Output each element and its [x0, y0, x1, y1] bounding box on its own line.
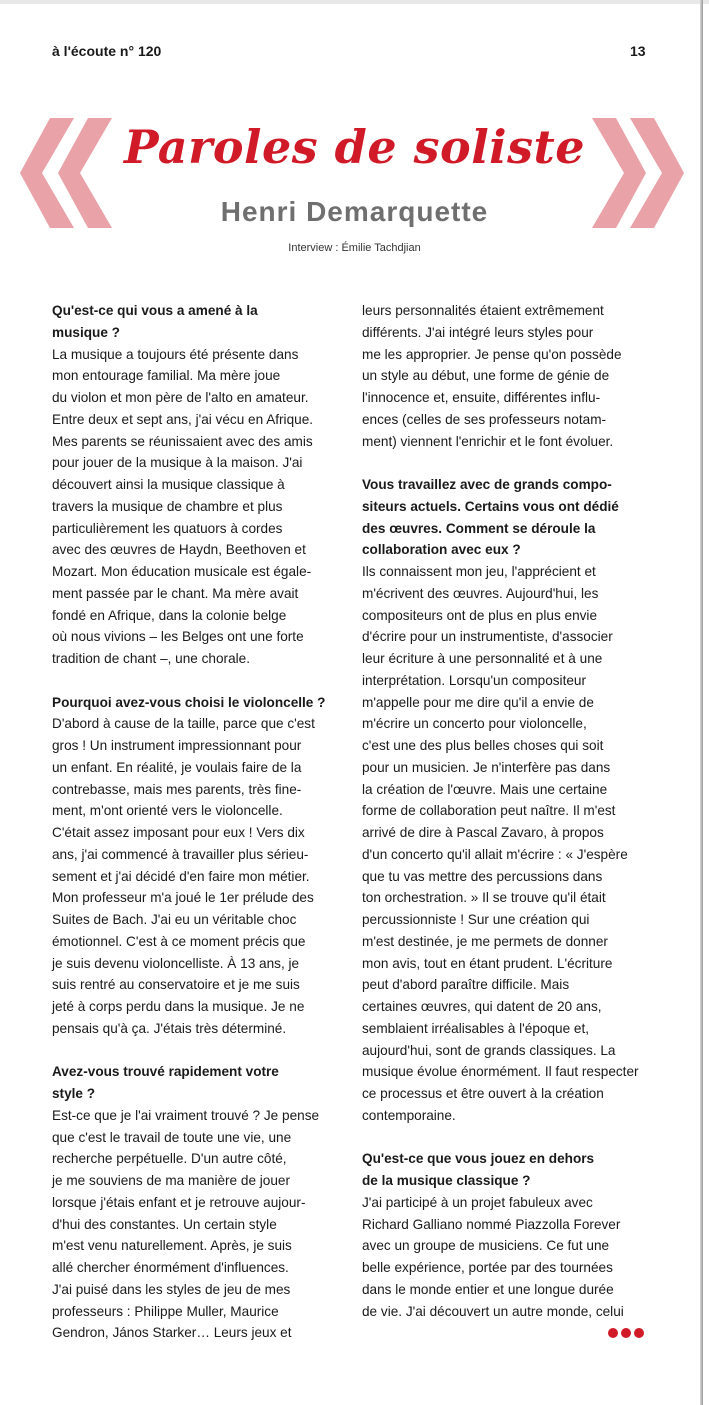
answer-line: m'écrire un concerto pour violoncelle, — [362, 716, 587, 732]
right-column — [362, 300, 652, 1322]
answer-line: Mozart. Mon éducation musicale est égale- — [52, 564, 312, 579]
answer-line: forme de collaboration peut naître. Il m'est — [362, 803, 616, 819]
answer-line: Richard Galliano nommé Piazzolla Forever — [362, 1216, 621, 1232]
answer-line: Suites de Bach. J'ai eu un véritable choc — [52, 912, 297, 927]
answer-line: m'appelle pour me dire qu'il a envie de — [362, 694, 594, 710]
continue-dots-icon — [608, 1325, 648, 1337]
article-title: Paroles de soliste — [123, 120, 586, 174]
answer-line: recherche perpétuelle. D'un autre côté, — [52, 1151, 287, 1167]
answer-line: sement et j'ai décidé d'en faire mon métier. — [52, 868, 310, 884]
answer-line: d'un concerto qu'il allait m'écrire : « J'espère — [362, 846, 628, 862]
answer-line: que tu vas mettre des percussions dans — [362, 868, 603, 884]
answer-line: avec un groupe de musiciens. Ce fut une — [362, 1238, 610, 1254]
answer-line: Mes parents se réunissaient avec des amis — [52, 433, 313, 449]
publication-header: à l'écoute n° 120 — [52, 43, 162, 59]
answer-line: peut d'abord paraître difficile. Mais — [362, 977, 570, 993]
answer-line: tradition de chant –, une chorale. — [52, 651, 250, 666]
article-subtitle: Henri Demarquette — [220, 196, 489, 227]
answer-line: d'écrire pour un instrumentiste, d'associer — [362, 629, 613, 645]
question-line: Qu'est-ce qui vous a amené à la — [52, 303, 258, 318]
answer-line: musique évolue énormément. Il faut respecter — [362, 1064, 639, 1080]
answer-line: m'est destinée, je me permets de donner — [362, 933, 608, 949]
answer-line: ans, j'ai commencé à travailler plus sérieu- — [52, 846, 309, 862]
dot-icon — [634, 1328, 644, 1338]
question-line: Pourquoi avez-vous choisi le violoncelle ? — [52, 694, 326, 710]
answer-line: je suis devenu violoncelliste. À 13 ans, je — [52, 955, 300, 971]
answer-line: où nous vivions – les Belges ont une forte — [52, 629, 304, 645]
question-line: collaboration avec eux ? — [362, 542, 521, 558]
answer-line: aujourd'hui, sont de grands classiques. La — [362, 1042, 616, 1058]
answer-line: dans le monde entier et une longue durée — [362, 1281, 614, 1297]
paragraph-gap — [362, 452, 652, 474]
answer-line: Entre deux et sept ans, j'ai vécu en Afrique. — [52, 411, 314, 427]
answer-line: pour un musicien. Je n'interfère pas dans — [362, 759, 611, 775]
answer-line: professeurs : Philippe Muller, Maurice — [52, 1303, 279, 1319]
answer-line: ment, m'ont orienté vers le violoncelle. — [52, 803, 283, 819]
answer-line: D'abord à cause de la taille, parce que c'est — [52, 716, 315, 732]
answer-line: que c'est le travail de toute une vie, une — [52, 1129, 292, 1145]
question-line: Avez-vous trouvé rapidement votre — [52, 1064, 279, 1080]
paragraph-gap — [52, 1040, 342, 1062]
answer-line: c'est une des plus belles choses qui soit — [362, 738, 604, 753]
answer-line: percussionniste ! Sur une création qui — [362, 912, 590, 927]
question-line: Vous travaillez avec de grands compo- — [362, 477, 612, 492]
answer-line: découvert ainsi la musique classique à — [52, 477, 285, 492]
left-column — [52, 300, 342, 1344]
answer-line: ment) viennent l'enrichir et le font évoluer. — [362, 433, 614, 449]
answer-line: Mon professeur m'a joué le 1er prélude des — [52, 890, 314, 906]
question-line: des œuvres. Comment se déroule la — [362, 520, 596, 536]
answer-line: du violon et mon père de l'alto en amateur. — [52, 390, 309, 405]
answer-line: ton orchestration. » Il se trouve qu'il était — [362, 890, 606, 906]
answer-line: lorsque j'étais enfant et je retrouve aujour- — [52, 1194, 306, 1210]
question-line: de la musique classique ? — [362, 1173, 531, 1188]
answer-line: contrebasse, mais mes parents, très fine- — [52, 781, 302, 797]
answer-line: d'hui des constantes. Un certain style — [52, 1216, 277, 1232]
question-line: style ? — [52, 1086, 96, 1101]
answer-line: de vie. J'ai découvert un autre monde, celui — [362, 1303, 624, 1319]
answer-line: jeté à corps perdu dans la musique. Je ne — [52, 999, 305, 1014]
page-number: 13 — [630, 43, 646, 59]
answer-line: allé chercher énormément d'influences. — [52, 1260, 289, 1275]
answer-line: un enfant. En réalité, je voulais faire de la — [52, 759, 302, 775]
answer-line: travers la musique de chambre et plus — [52, 498, 283, 514]
answer-line: compositeurs ont de plus en plus envie — [362, 607, 598, 623]
question-line: siteurs actuels. Certains vous ont dédié — [362, 498, 619, 514]
answer-line: interprétation. Lorsqu'un compositeur — [362, 672, 586, 688]
answer-line: belle expérience, portée par des tournées — [362, 1260, 613, 1275]
answer-line: Ils connaissent mon jeu, l'apprécient et — [362, 564, 596, 579]
answer-line: avec des œuvres de Haydn, Beethoven et — [52, 542, 306, 558]
answer-line: mon avis, tout en étant prudent. L'écriture — [362, 955, 613, 971]
answer-line: différents. J'ai intégré leurs styles pour — [362, 324, 594, 340]
answer-line: leur écriture à une personnalité et à une — [362, 651, 603, 666]
answer-line: m'écrivent des œuvres. Aujourd'hui, les — [362, 585, 599, 601]
answer-line: J'ai participé à un projet fabuleux avec — [362, 1194, 593, 1210]
answer-line: ences (celles de ses professeurs notam- — [362, 411, 607, 427]
question-line: Qu'est-ce que vous jouez en dehors — [362, 1151, 595, 1167]
answer-line: Est-ce que je l'ai vraiment trouvé ? Je pense — [52, 1107, 320, 1123]
answer-line: je me souviens de ma manière de jouer — [52, 1173, 291, 1188]
answer-line: pour jouer de la musique à la maison. J'ai — [52, 455, 303, 471]
answer-line: mon entourage familial. Ma mère joue — [52, 368, 281, 384]
answer-line: gros ! Un instrument impressionnant pour — [52, 738, 302, 753]
answer-line: Gendron, János Starker… Leurs jeux et — [52, 1325, 292, 1341]
answer-line: me les approprier. Je pense qu'on possède — [362, 346, 622, 362]
answer-line: pensais qu'à ça. J'étais très déterminé. — [52, 1020, 287, 1036]
question-line: musique ? — [52, 324, 120, 340]
answer-line: l'innocence et, ensuite, différentes influ- — [362, 390, 601, 405]
answer-line: C'était assez imposant pour eux ! Vers dix — [52, 825, 305, 840]
answer-line: semblaient irréalisables à l'époque et, — [362, 1020, 590, 1036]
answer-line: contemporaine. — [362, 1107, 456, 1123]
answer-line: émotionnel. C'est à ce moment précis que — [52, 933, 306, 949]
answer-line: particulièrement les quatuors à cordes — [52, 520, 283, 536]
answer-line: ce processus et être ouvert à la création — [362, 1086, 604, 1101]
answer-line: la création de l'œuvre. Mais une certaine — [362, 781, 608, 797]
answer-line: La musique a toujours été présente dans — [52, 346, 299, 362]
page-top-edge — [0, 0, 709, 4]
answer-line: leurs personnalités étaient extrêmement — [362, 303, 604, 318]
article-credit: Interview : Émilie Tachdjian — [288, 242, 421, 254]
answer-line: ment passée par le chant. Ma mère avait — [52, 585, 299, 601]
answer-line: m'est venu naturellement. Après, je suis — [52, 1238, 292, 1254]
answer-line: arrivé de dire à Pascal Zavaro, à propos — [362, 825, 604, 840]
answer-line: un style au début, une forme de génie de — [362, 368, 610, 384]
answer-line: suis rentré au conservatoire et je me suis — [52, 977, 300, 993]
dot-icon — [608, 1328, 618, 1338]
answer-line: J'ai puisé dans les styles de jeu de mes — [52, 1281, 291, 1297]
dot-icon — [621, 1328, 631, 1338]
answer-line: fondé en Afrique, dans la colonie belge — [52, 607, 287, 623]
paragraph-gap — [52, 670, 342, 692]
answer-line: certaines œuvres, qui datent de 20 ans, — [362, 999, 602, 1014]
paragraph-gap — [362, 1127, 652, 1149]
